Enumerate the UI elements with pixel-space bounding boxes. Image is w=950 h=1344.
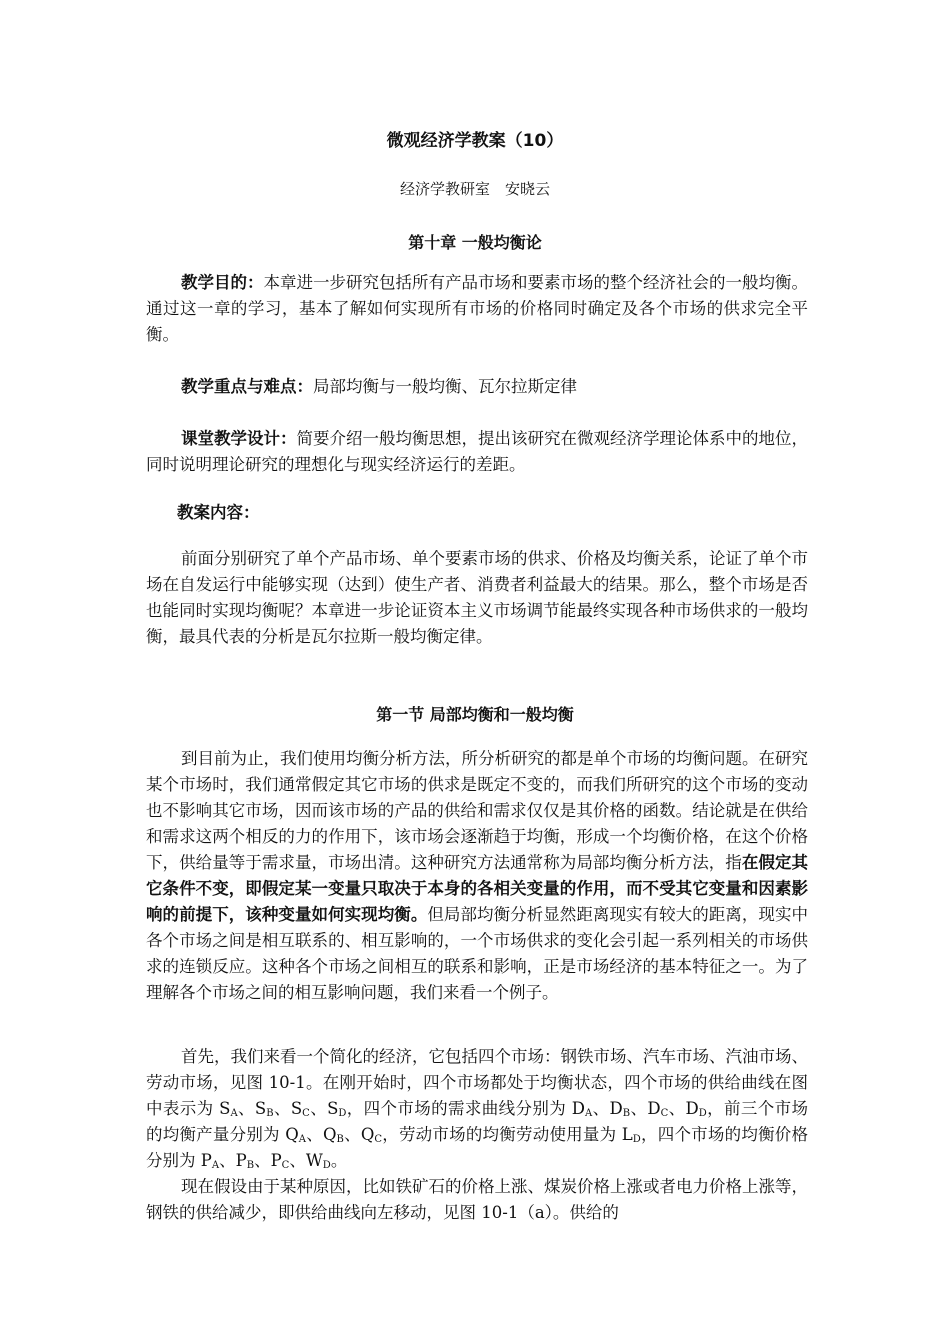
design-paragraph xyxy=(146,426,808,478)
key-points-text: 局部均衡与一般均衡、瓦尔拉斯定律 xyxy=(313,377,577,396)
definition-emphasis: 在假定其它条件不变，即假定某一变量只取决于本身的各相关变量的作用，而不受其它变量和因素影响的前提下，该种变量如何实现均衡。 xyxy=(146,853,809,924)
content-heading: 教案内容： xyxy=(177,503,260,522)
section-paragraph-3: 现在假设由于某种原因，比如铁矿石的价格上涨、煤炭价格上涨或者电力价格上涨等，钢铁的供给减少，即供给曲线向左移动，见图 10-1（a）。供给的 xyxy=(146,1177,808,1222)
supply-symbols: $S_A$、$S_B$、$S_C$、$S_D$ xyxy=(219,1099,347,1119)
labor-symbol: $L_D$ xyxy=(621,1125,641,1145)
demand-symbols: $D_A$、$D_B$、$D_C$、$D_D$ xyxy=(571,1099,707,1119)
price-symbols: $P_A$、$P_B$、$P_C$、$W_D$ xyxy=(200,1151,331,1171)
design-text: 简要介绍一般均衡思想，提出该研究在微观经济学理论体系中的地位，同时说明理论研究的理想化与现实经济运行的差距。 xyxy=(146,429,808,474)
design-label: 课堂教学设计： xyxy=(181,429,297,448)
quantity-symbols: $Q_A$、$Q_B$、$Q_C$ xyxy=(285,1125,382,1145)
objectives-paragraph xyxy=(146,270,808,348)
section-heading: 第一节 局部均衡和一般均衡 xyxy=(376,705,574,724)
objectives-label: 教学目的： xyxy=(181,273,264,292)
section-paragraph-2: 首先，我们来看一个简化的经济，它包括四个市场：钢铁市场、汽车市场、汽油市场、劳动市场，见图 10-1。在刚开始时，四个市场都处于均衡状态，四个市场的供给曲线在图中表示为 $S_A$、$S_B$、$S_C$、$S_D$，四个市场的需求曲线分别为 $D_A$、$D_B$、$D_C$、$D_D$，前三个市场的均衡产量分别为 $Q_A$、$Q_B$、$Q_C$，劳动市场的均衡劳动使用量为 $L_D$，四个市场的均衡价格分别为 $P_A$、$P_B$、$P_C$、$W_D$。 xyxy=(146,1047,809,1171)
author-line: 经济学教研室 安晓云 xyxy=(399,180,550,198)
key-points-label: 教学重点与难点： xyxy=(181,377,313,396)
key-points-paragraph xyxy=(146,374,808,400)
section-paragraph-1: 到目前为止，我们使用均衡分析方法，所分析研究的都是单个市场的均衡问题。在研究某个市场时，我们通常假定其它市场的供求是既定不变的，而我们所研究的这个市场的变动也不影响其它市场，因而该市场的产品的供给和需求仅仅是其价格的函数。结论就是在供给和需求这两个相反的力的作用下，该市场会逐渐趋于均衡，形成一个均衡价格，在这个价格下，供给量等于需求量，市场出清。这种研究方法通常称为局部均衡分析方法，指在假定其它条件不变，即假定某一变量只取决于本身的各相关变量的作用，而不受其它变量和因素影响的前提下，该种变量如何实现均衡。但局部均衡分析显然距离现实有较大的距离，现实中各个市场之间是相互联系的、相互影响的，一个市场供求的变化会引起一系列相关的市场供求的连锁反应。这种各个市场之间相互的联系和影响，正是市场经济的基本特征之一。为了理解各个市场之间的相互影响问题，我们来看一个例子。 xyxy=(146,749,809,1002)
intro-paragraph: 前面分别研究了单个产品市场、单个要素市场的供求、价格及均衡关系，论证了单个市场在自发运行中能够实现（达到）使生产者、消费者利益最大的结果。那么，整个市场是否也能同时实现均衡呢？本章进一步论证资本主义市场调节能最终实现各种市场供求的一般均衡，最具代表的分析是瓦尔拉斯一般均衡定律。 xyxy=(146,549,808,646)
chapter-heading: 第十章 一般均衡论 xyxy=(408,233,542,252)
document-title: 微观经济学教案（10） xyxy=(386,131,564,151)
objectives-text: 本章进一步研究包括所有产品市场和要素市场的整个经济社会的一般均衡。通过这一章的学习，基本了解如何实现所有市场的价格同时确定及各个市场的供求完全平衡。 xyxy=(146,273,808,344)
